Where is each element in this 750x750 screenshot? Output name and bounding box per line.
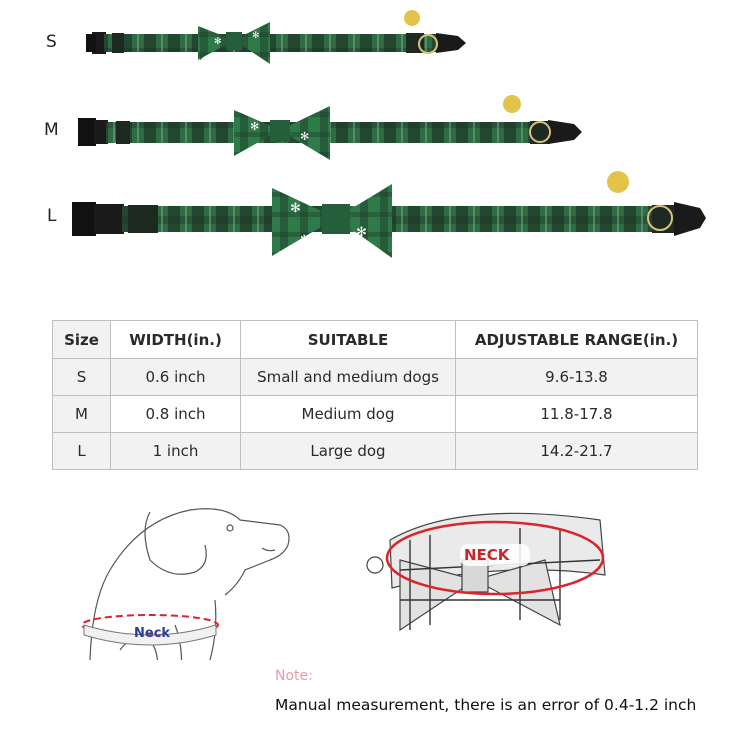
svg-text:✻: ✻	[250, 121, 260, 133]
table-cell: 11.8-17.8	[456, 396, 698, 433]
table-header: WIDTH(in.)	[111, 321, 241, 359]
bell-icon	[503, 95, 521, 113]
table-row	[53, 359, 698, 396]
collar-images	[0, 0, 750, 300]
table-cell: 0.8 inch	[111, 396, 241, 433]
size-label-l: L	[47, 206, 57, 226]
table-header: Size	[53, 321, 111, 359]
size-table	[52, 320, 698, 470]
size-label-s: S	[46, 32, 57, 52]
table-cell: Large dog	[241, 433, 456, 470]
svg-text:✻: ✻	[290, 200, 301, 215]
table-cell: 14.2-21.7	[456, 433, 698, 470]
svg-text:✻: ✻	[356, 224, 367, 239]
table-cell: M	[53, 396, 111, 433]
table-row	[53, 396, 698, 433]
collar-l	[72, 171, 706, 258]
bell-icon	[607, 171, 629, 193]
bow-neck-label: NECK	[464, 546, 510, 564]
table-cell: L	[53, 433, 111, 470]
measurement-illustrations	[0, 490, 750, 660]
dog-neck-label: Neck	[134, 626, 171, 641]
table-cell: 1 inch	[111, 433, 241, 470]
svg-text:✻: ✻	[252, 30, 260, 40]
table-cell: Small and medium dogs	[241, 359, 456, 396]
size-label-m: M	[44, 120, 59, 140]
bell-icon	[404, 10, 420, 26]
table-row	[53, 433, 698, 470]
table-header-row	[53, 321, 698, 359]
note-label: Note:	[275, 668, 313, 684]
table-cell: Medium dog	[241, 396, 456, 433]
note-text: Manual measurement, there is an error of 0.4-1.2 inch	[275, 696, 697, 714]
table-cell: 0.6 inch	[111, 359, 241, 396]
collar-m	[78, 95, 582, 160]
svg-text:✻: ✻	[300, 131, 310, 143]
svg-text:✻: ✻	[214, 36, 222, 46]
table-cell: S	[53, 359, 111, 396]
svg-text:✻: ✻	[300, 234, 309, 245]
table-header: ADJUSTABLE RANGE(in.)	[456, 321, 698, 359]
table-cell: 9.6-13.8	[456, 359, 698, 396]
collar-s	[86, 10, 466, 64]
table-header: SUITABLE	[241, 321, 456, 359]
